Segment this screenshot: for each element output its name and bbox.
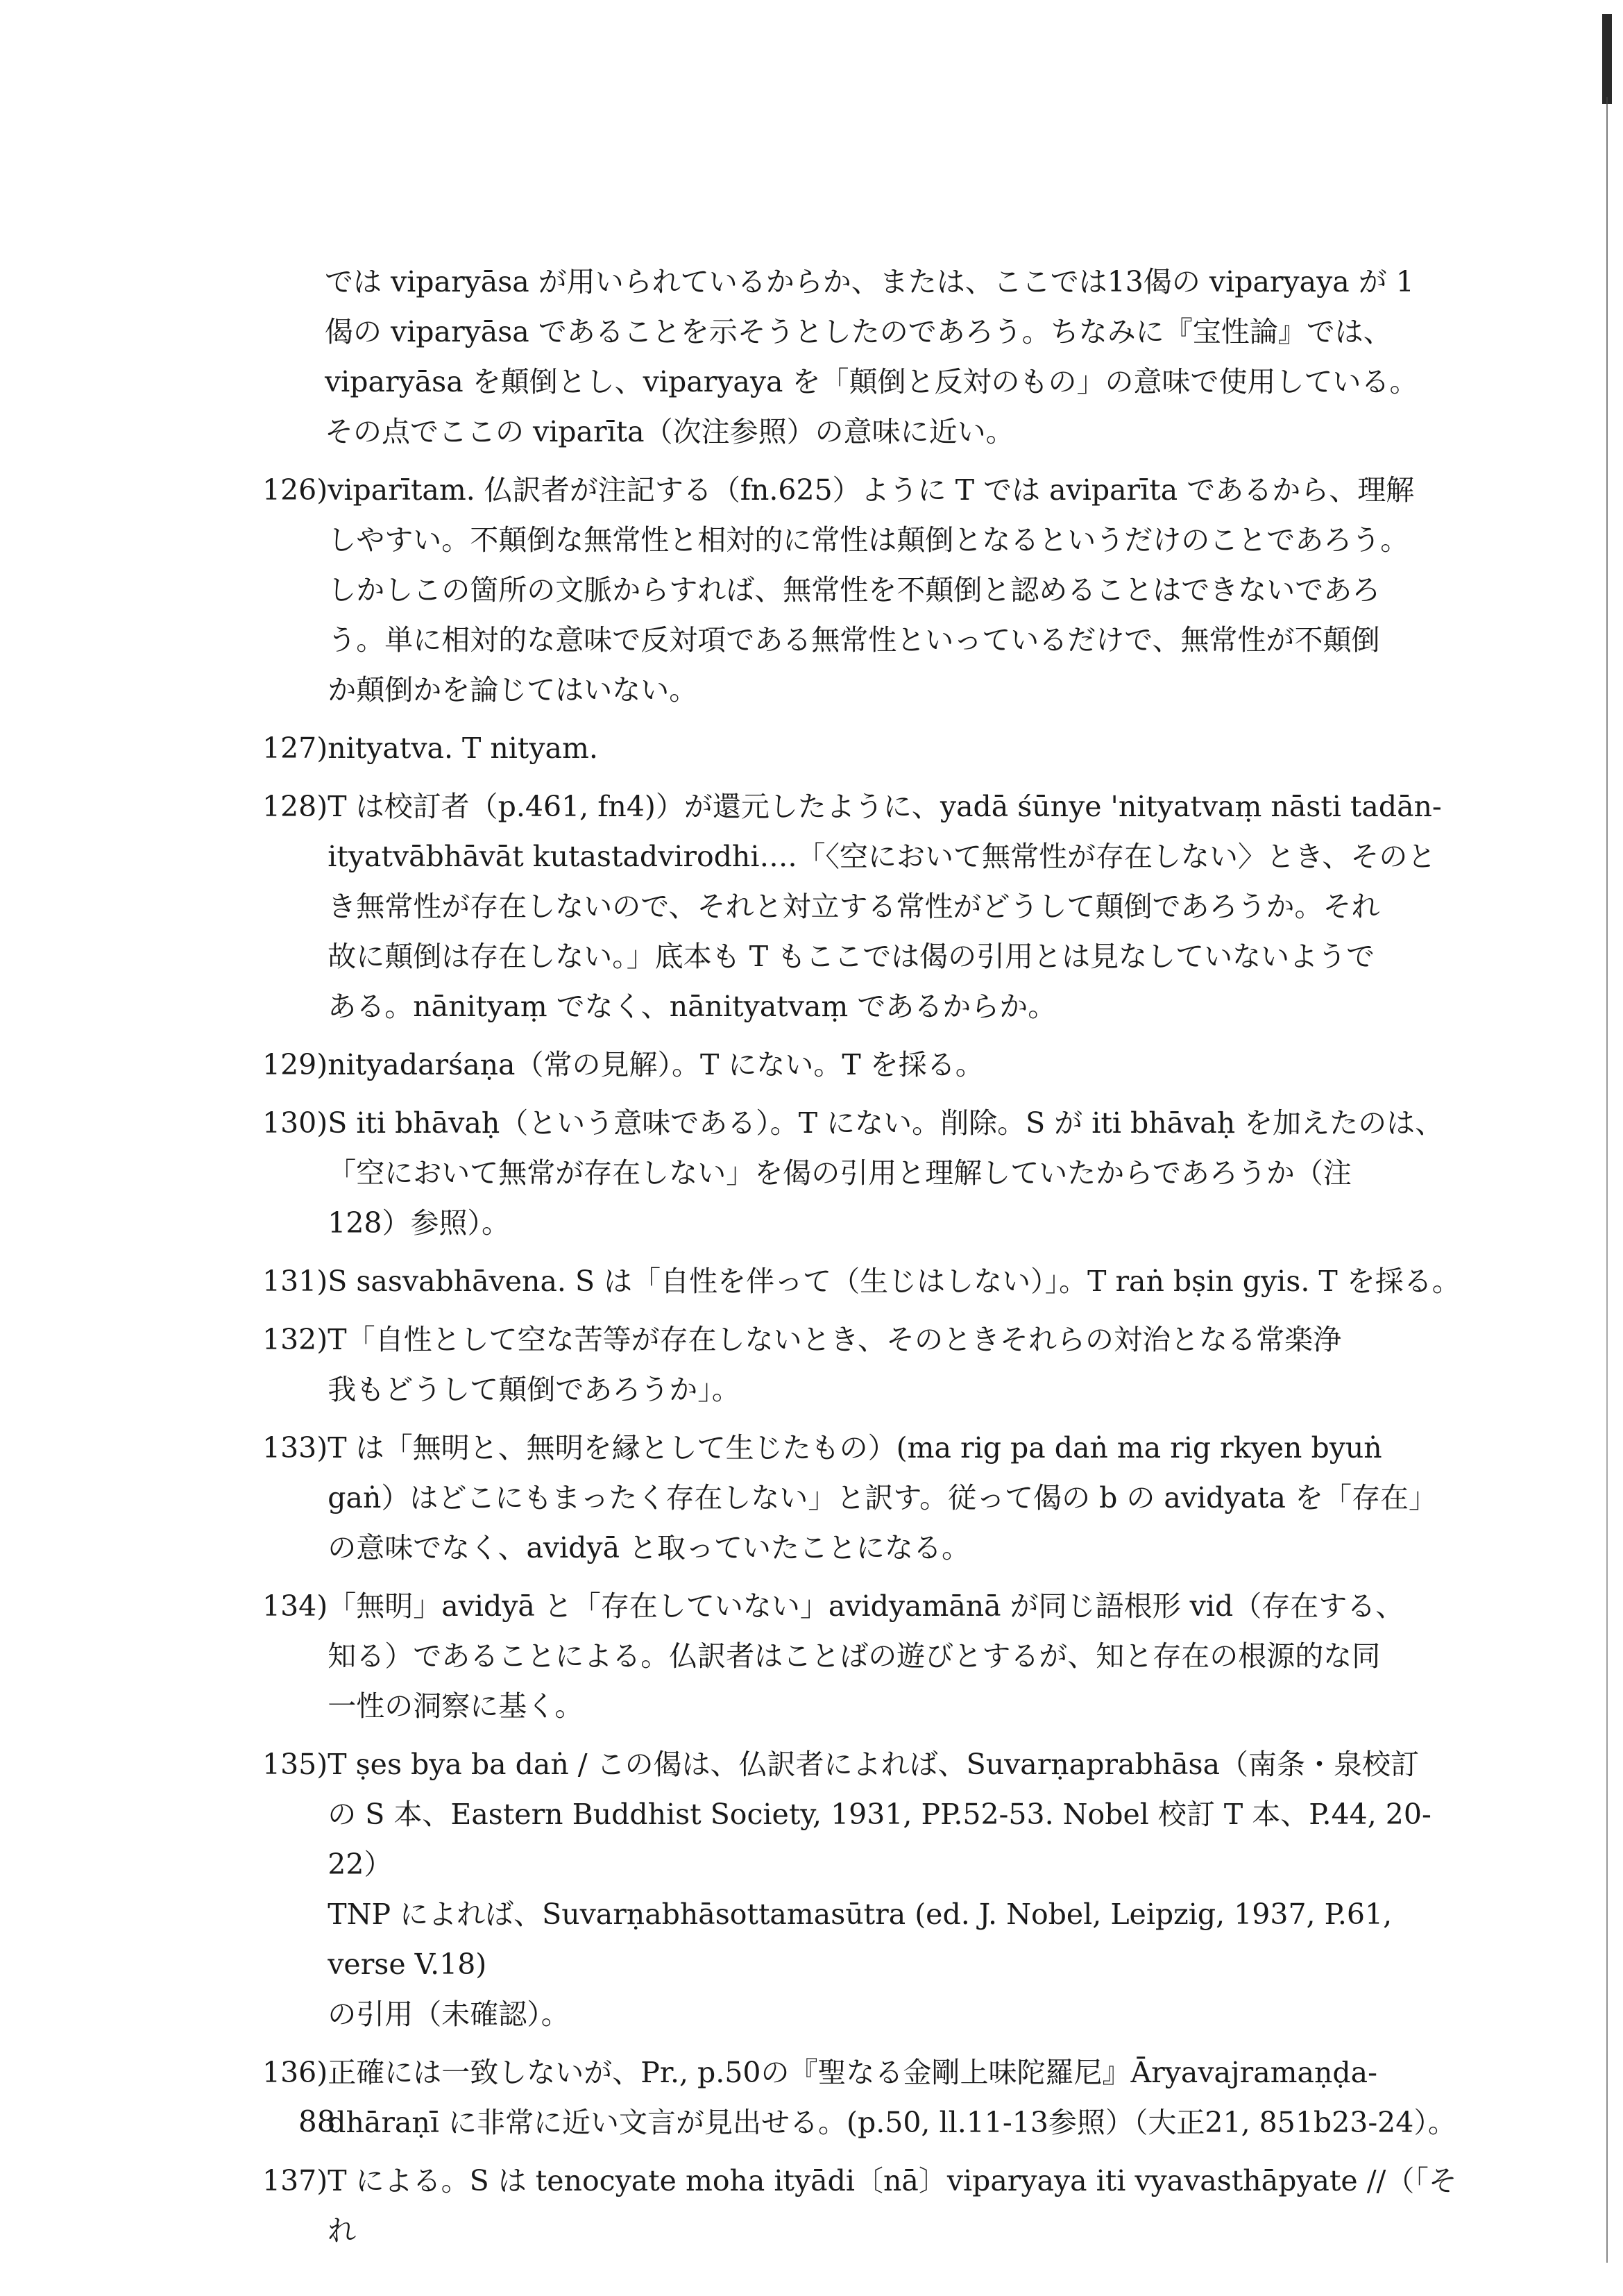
footnote-body [328, 1040, 1463, 1090]
footnote-line: 「空において無常が存在しない」を偈の引用と理解していたからであろうか（注 [328, 1156, 1352, 1190]
footnote-line: T による。S は tenocyate moha ityādi〔nā〕viparyaya iti vyavasthāpyate //（「それ [328, 2164, 1457, 2247]
footnote-number: 126) [262, 473, 328, 507]
footnote-line: の S 本、Eastern Buddhist Society, 1931, PP.52-53. Nobel 校訂 T 本、P.44, 20-22） [328, 1798, 1431, 1881]
footnote-line: しやすい。不顛倒な無常性と相対的に常性は顛倒となるというだけのことであろう。 [328, 523, 1409, 557]
footnote [262, 2156, 1463, 2256]
footnote-line: S iti bhāvaḥ（という意味である）。T にない。削除。S が iti bhāvaḥ を加えたのは、 [328, 1106, 1444, 1140]
footnote-line: う。単に相対的な意味で反対項である無常性といっているだけで、無常性が不顛倒 [328, 623, 1380, 657]
footnote-line: T「自性として空な苦等が存在しないとき、そのときそれらの対治となる常楽浄 [328, 1323, 1341, 1356]
footnote [262, 782, 1463, 1031]
footnote-line: 128）参照）。 [328, 1206, 511, 1240]
footnote-line: では viparyāsa が用いられているからか、または、ここでは13偈の viparyaya が 1 [325, 265, 1414, 298]
footnote-body [325, 257, 1463, 457]
footnote-line: の引用（未確認）。 [328, 1998, 570, 2031]
footnote-number: 134) [262, 1589, 328, 1623]
footnote-number: 135) [262, 1748, 328, 1781]
footnote [262, 1423, 1463, 1573]
footnote-line: 偈の viparyāsa であることを示そうとしたのであろう。ちなみに『宝性論』では、 [325, 315, 1392, 348]
footnote-line: ityatvābhāvāt kutastadvirodhi….「〈空において無常性が存在しない〉とき、そのと [328, 840, 1436, 873]
footnote-line: viparītam. 仏訳者が注記する（fn.625）ように T では aviparīta であるから、理解 [328, 473, 1415, 507]
footnote [262, 1040, 1463, 1090]
footnote-body [328, 1423, 1463, 1573]
footnote-line: 我もどうして顛倒であろうか」。 [328, 1373, 740, 1406]
footnote-number: 128) [262, 790, 328, 823]
footnote [262, 2048, 1463, 2147]
footnote-number: 127) [262, 732, 328, 765]
footnote-number: 133) [262, 1431, 328, 1464]
footnote-line: しかしこの箇所の文脈からすれば、無常性を不顛倒と認めることはできないであろ [328, 573, 1381, 607]
footnote-line: S sasvabhāvena. S は「自性を伴って（生じはしない）」。T raṅ bṣin gyis. T を採る。 [328, 1265, 1461, 1298]
footnote-line: dhāraṇī に非常に近い文言が見出せる。(p.50, ll.11-13参照）（大正21, 851b23-24）。 [328, 2106, 1456, 2139]
binding-edge [1591, 0, 1623, 2296]
footnote-line: の意味でなく、avidyā と取っていたことになる。 [328, 1531, 971, 1564]
footnote [262, 1581, 1463, 1731]
footnote-line: ある。nānityaṃ でなく、nānityatvaṃ であるからか。 [328, 990, 1057, 1023]
footnote-line: 「無明」avidyā と「存在していない」avidyamānā が同じ語根形 vid（存在する、 [328, 1589, 1404, 1623]
footnote-line: か顛倒かを論じてはいない。 [328, 673, 698, 707]
footnote-line: その点でここの viparīta（次注参照）の意味に近い。 [325, 415, 1014, 448]
footnote-line: T は「無明と、無明を縁として生じたもの）(ma rig pa daṅ ma rig rkyen byuṅ [328, 1431, 1382, 1464]
footnote [262, 1315, 1463, 1415]
binding-line [1606, 97, 1608, 2263]
footnote-line: TNP によれば、Suvarṇabhāsottamasūtra (ed. J. Nobel, Leipzig, 1937, P.61, verse V.18) [328, 1898, 1393, 1981]
footnote-body [328, 782, 1463, 1031]
footnote-body [328, 1581, 1463, 1731]
footnote [262, 1256, 1463, 1306]
footnote-body [328, 465, 1463, 715]
footnote-line: き無常性が存在しないので、それと対立する常性がどうして顛倒であろうか。それ [328, 890, 1380, 923]
footnote-list [262, 257, 1463, 2264]
footnote-line: 正確には一致しないが、Pr., p.50の『聖なる金剛上味陀羅尼』Āryavajramaṇḍa- [328, 2056, 1377, 2089]
footnote-line: 知る）であることによる。仏訳者はことばの遊びとするが、知と存在の根源的な同 [328, 1639, 1381, 1673]
footnote-line: 故に顛倒は存在しない。」底本も T もここでは偈の引用とは見なしていないようで [328, 940, 1375, 973]
footnote-line: 一性の洞察に基く。 [328, 1689, 584, 1723]
footnote-body [328, 1098, 1463, 1248]
footnote-number: 136) [262, 2056, 328, 2089]
footnote-number: 130) [262, 1106, 328, 1140]
footnote-number: 137) [262, 2164, 328, 2197]
footnote-number: 129) [262, 1048, 328, 1081]
footnote [262, 723, 1463, 773]
footnote-line: nityatva. T nityam. [328, 732, 598, 765]
page-number: 88 [298, 2104, 336, 2138]
footnote-body [328, 1315, 1463, 1415]
footnote [262, 465, 1463, 715]
footnote [262, 1098, 1463, 1248]
footnote-body [328, 2048, 1463, 2147]
binding-mark [1602, 14, 1612, 104]
footnote-line: nityadarśaṇa（常の見解）。T にない。T を採る。 [328, 1048, 984, 1081]
footnote-line: T ṣes bya ba daṅ / この偈は、仏訳者によれば、Suvarṇaprabhāsa（南条・泉校訂 [328, 1748, 1420, 1781]
footnote-body [328, 723, 1463, 773]
footnote-line: viparyāsa を顛倒とし、viparyaya を「顛倒と反対のもの」の意味で使用している。 [325, 365, 1418, 398]
footnote-number: 132) [262, 1323, 328, 1356]
footnote-body [328, 1739, 1463, 2039]
footnote-body [328, 2156, 1463, 2256]
footnote-continuation [262, 257, 1463, 457]
footnote-line: T は校訂者（p.461, fn4)）が還元したように、yadā śūnye 'nityatvaṃ nāsti tadān- [328, 790, 1442, 823]
footnote-number: 131) [262, 1265, 328, 1298]
footnote [262, 1739, 1463, 2039]
footnote-body [328, 1256, 1463, 1306]
footnote-line: gaṅ）はどこにもまったく存在しない」と訳す。従って偈の b の avidyata を「存在」 [328, 1481, 1437, 1514]
